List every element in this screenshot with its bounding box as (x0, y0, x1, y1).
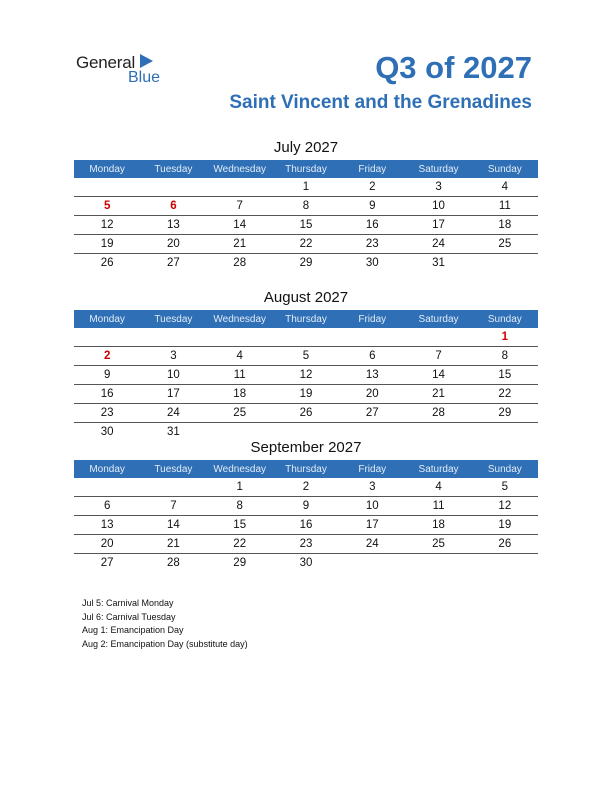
weekday-label: Monday (89, 463, 125, 475)
day-cell: 11 (233, 369, 246, 381)
day-cell: 22 (299, 238, 313, 250)
day-cell: 23 (100, 407, 114, 419)
weekday-label: Friday (358, 163, 387, 175)
day-cell: 7 (236, 200, 243, 212)
holiday-note: Aug 2: Emancipation Day (substitute day) (82, 638, 248, 649)
day-cell: 29 (233, 557, 247, 569)
holiday-note: Jul 6: Carnival Tuesday (82, 611, 176, 622)
day-cell: 29 (299, 257, 313, 269)
day-cell: 19 (498, 519, 512, 531)
day-cell: 9 (302, 500, 310, 512)
holiday-note: Jul 5: Carnival Monday (82, 598, 174, 608)
weekday-label: Monday (89, 313, 125, 325)
day-cell: 19 (100, 238, 114, 250)
day-cell: 3 (435, 181, 442, 193)
day-cell: 24 (365, 538, 379, 550)
day-cell: 3 (369, 481, 376, 493)
weekday-label: Thursday (285, 163, 327, 175)
day-cell: 26 (498, 538, 512, 550)
day-cell: 13 (365, 369, 379, 381)
day-cell: 23 (299, 538, 313, 550)
day-cell: 13 (167, 219, 180, 231)
holiday-day-cell: 6 (170, 200, 177, 212)
week-row (74, 385, 538, 404)
day-cell: 27 (100, 557, 114, 569)
day-cell: 17 (432, 219, 445, 231)
month-july (74, 138, 538, 272)
day-cell: 27 (167, 257, 180, 269)
day-cell: 1 (236, 481, 243, 493)
day-cell: 22 (233, 538, 247, 550)
holiday-day-cell: 2 (103, 350, 111, 362)
day-cell: 9 (369, 200, 376, 212)
day-cell: 22 (498, 388, 512, 400)
weekday-label: Saturday (418, 313, 459, 325)
day-cell: 17 (365, 519, 379, 531)
weekday-label: Sunday (487, 313, 522, 325)
day-cell: 14 (233, 219, 247, 231)
day-cell: 31 (167, 426, 180, 438)
weekday-label: Monday (89, 163, 125, 175)
day-cell: 16 (299, 519, 313, 531)
day-cell: 4 (435, 481, 442, 493)
day-cell: 4 (236, 350, 243, 362)
day-cell: 8 (302, 200, 310, 212)
day-cell: 8 (236, 500, 243, 512)
weekday-label: Tuesday (154, 163, 193, 175)
day-cell: 20 (167, 238, 180, 250)
holiday-day-cell: 5 (103, 200, 111, 212)
day-cell: 10 (167, 369, 180, 381)
weekday-label: Tuesday (154, 313, 193, 325)
day-cell: 2 (369, 181, 376, 193)
day-cell: 25 (432, 538, 445, 550)
week-row (74, 516, 538, 535)
day-cell: 19 (299, 388, 313, 400)
day-cell: 5 (302, 350, 310, 362)
logo-general-text: General (76, 53, 136, 72)
day-cell: 26 (100, 257, 114, 269)
day-cell: 25 (233, 407, 247, 419)
weekday-label: Thursday (285, 463, 327, 475)
holiday-note: Aug 1: Emancipation Day (82, 625, 184, 635)
day-cell: 6 (369, 350, 376, 362)
weekday-label: Friday (358, 463, 387, 475)
day-cell: 1 (302, 181, 310, 193)
weekday-header-row (74, 460, 538, 478)
month-title: August 2027 (263, 289, 349, 306)
day-cell: 27 (365, 407, 379, 419)
weekday-label: Sunday (487, 163, 522, 175)
day-cell: 3 (170, 350, 177, 362)
month-title: July 2027 (273, 139, 339, 156)
day-cell: 28 (233, 257, 247, 269)
day-cell: 23 (365, 238, 379, 250)
day-cell: 18 (498, 219, 512, 231)
day-cell: 12 (100, 219, 114, 231)
day-cell: 13 (100, 519, 114, 531)
week-row (74, 554, 538, 572)
week-row (74, 497, 538, 516)
day-cell: 30 (100, 426, 114, 438)
day-cell: 21 (432, 388, 445, 400)
logo-flag-icon (138, 54, 154, 68)
week-row (74, 178, 538, 197)
day-cell: 16 (100, 388, 114, 400)
week-row (74, 347, 538, 366)
day-cell: 30 (365, 257, 379, 269)
day-cell: 18 (432, 519, 445, 531)
holiday-notes (82, 597, 248, 651)
day-cell: 31 (432, 257, 445, 269)
day-cell: 12 (299, 369, 313, 381)
weekday-label: Sunday (487, 463, 522, 475)
weekday-label: Saturday (418, 463, 459, 475)
day-cell: 9 (103, 369, 111, 381)
day-cell: 14 (432, 369, 445, 381)
day-cell: 4 (501, 181, 509, 193)
day-cell: 8 (501, 350, 509, 362)
day-cell: 15 (233, 519, 247, 531)
day-cell: 25 (498, 238, 512, 250)
week-row (74, 478, 538, 497)
weekday-label: Thursday (285, 313, 327, 325)
day-cell: 20 (365, 388, 379, 400)
day-cell: 11 (432, 500, 445, 512)
week-row (74, 535, 538, 554)
day-cell: 26 (299, 407, 313, 419)
month-august (74, 288, 538, 441)
day-cell: 10 (432, 200, 445, 212)
page-subtitle: Saint Vincent and the Grenadines (229, 92, 532, 113)
weekday-header-row (74, 310, 538, 328)
day-cell: 12 (498, 500, 512, 512)
day-cell: 21 (233, 238, 247, 250)
week-row (74, 366, 538, 385)
day-cell: 20 (100, 538, 114, 550)
day-cell: 11 (498, 200, 511, 212)
day-cell: 18 (233, 388, 247, 400)
holiday-day-cell: 1 (501, 331, 509, 343)
day-cell: 29 (498, 407, 512, 419)
weekday-label: Wednesday (213, 313, 267, 325)
day-cell: 30 (299, 557, 313, 569)
day-cell: 16 (365, 219, 379, 231)
weekday-label: Friday (358, 313, 387, 325)
week-row (74, 404, 538, 423)
day-cell: 7 (435, 350, 442, 362)
day-cell: 24 (432, 238, 445, 250)
week-row (74, 197, 538, 216)
day-cell: 6 (103, 500, 111, 512)
day-cell: 24 (167, 407, 180, 419)
day-cell: 28 (167, 557, 180, 569)
day-cell: 28 (432, 407, 445, 419)
weekday-header-row (74, 160, 538, 178)
day-cell: 21 (167, 538, 180, 550)
day-cell: 5 (501, 481, 509, 493)
day-cell: 17 (167, 388, 180, 400)
month-september (74, 438, 538, 572)
day-cell: 15 (498, 369, 512, 381)
day-cell: 15 (299, 219, 313, 231)
day-cell: 2 (302, 481, 310, 493)
week-row (74, 235, 538, 254)
week-row (74, 254, 538, 272)
day-cell: 7 (170, 500, 177, 512)
weekday-label: Tuesday (154, 463, 193, 475)
logo-blue-text: Blue (128, 69, 161, 86)
week-row (74, 328, 538, 347)
month-title: September 2027 (250, 439, 362, 456)
weekday-label: Wednesday (213, 463, 267, 475)
week-row (74, 216, 538, 235)
day-cell: 14 (167, 519, 180, 531)
page-title: Q3 of 2027 (375, 50, 532, 85)
weekday-label: Saturday (418, 163, 459, 175)
day-cell: 10 (365, 500, 379, 512)
weekday-label: Wednesday (213, 163, 267, 175)
logo (76, 53, 176, 89)
